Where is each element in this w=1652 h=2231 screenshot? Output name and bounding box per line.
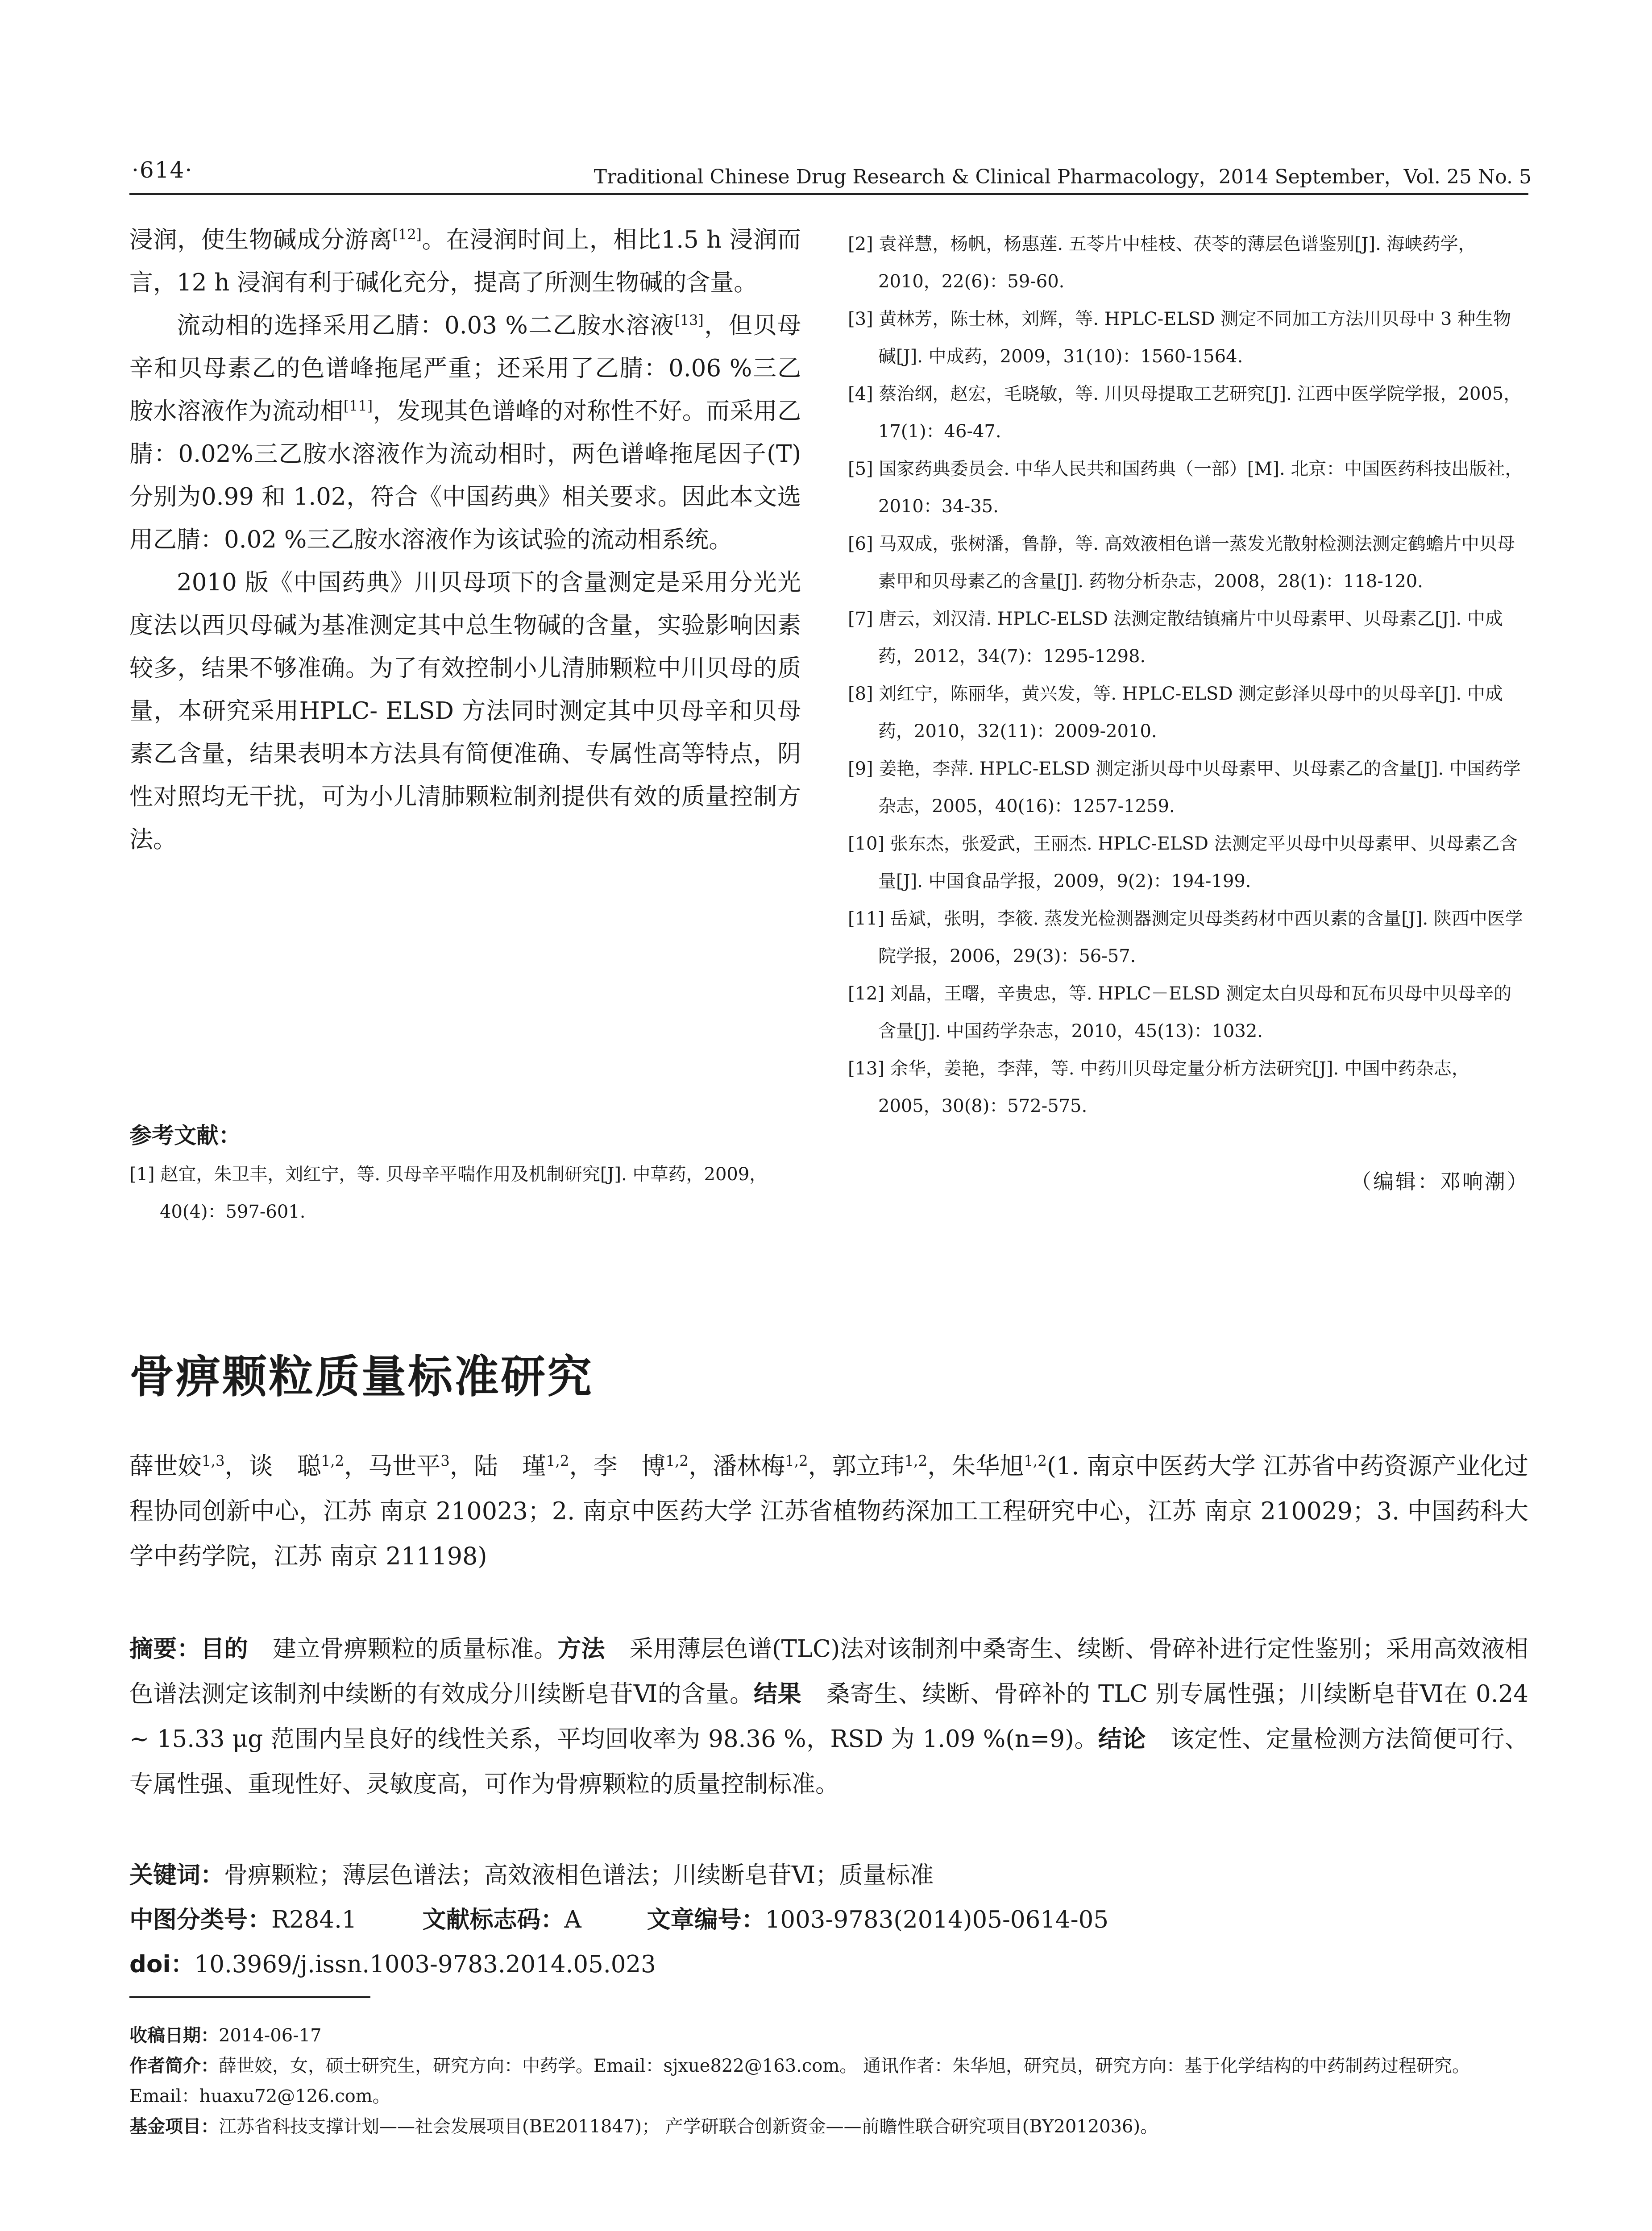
author-bio: [129, 2051, 1528, 2111]
citation: [11]: [343, 398, 373, 415]
header-rule: [129, 193, 1528, 195]
received-value: 2014-06-17: [219, 2025, 322, 2046]
author-affiliation-mark: 1,2: [546, 1452, 569, 1469]
author-separator: ，: [224, 1452, 249, 1480]
doc-code-value: A: [564, 1906, 581, 1933]
conclusion-text: 该定性、定量检测方法简便可行、专属性强、重现性好、灵敏度高，可作为骨痹颗粒的质量控制标准。: [129, 1725, 1529, 1798]
funding-text: 江苏省科技支撑计划——社会发展项目(BE2011847)； 产学研联合创新资金——前瞻性联合研究项目(BY2012036)。: [219, 2116, 1158, 2137]
doc-code: [423, 1901, 581, 1935]
reference-number: [11]: [848, 908, 885, 929]
author-separator: ，: [569, 1452, 594, 1480]
references-heading: 参考文献：: [129, 1123, 241, 1149]
bio-label: 作者简介：: [129, 2056, 219, 2076]
author-name: 谈 聪: [249, 1452, 321, 1480]
author-name: 郭立玮: [832, 1452, 905, 1480]
article-number: [647, 1901, 1108, 1935]
article-title: 骨痹颗粒质量标准研究: [129, 1351, 594, 1403]
text-run: 浸润，使生物碱成分游离: [129, 226, 393, 253]
text-run: ，但贝母辛和贝母素乙的色谱峰拖尾严重；还采用了乙腈：0.06 %三乙胺水溶液作为流动相: [129, 312, 801, 425]
author-name: 李 博: [593, 1452, 666, 1480]
reference-text: 国家药典委员会. 中华人民共和国药典（一部）[M]. 北京：中国医药科技出版社，2010：34-35.: [878, 459, 1523, 517]
received-label: 收稿日期：: [129, 2025, 219, 2046]
author-name: 潘林梅: [713, 1452, 785, 1480]
reference-number: [4]: [848, 384, 873, 404]
results-text: 桑寄生、续断、骨碎补的 TLC 别专属性强；川续断皂苷Ⅵ在 0.24 ~ 15.33 μg 范围内呈良好的线性关系，平均回收率为 98.36 %，RSD 为 1.09 %(n=9)。: [129, 1680, 1528, 1753]
author-separator: ，: [808, 1452, 832, 1480]
footnote-rule: [129, 1996, 370, 1998]
paragraph: 2010 版《中国药典》川贝母项下的含量测定是采用分光光度法以西贝母碱为基准测定其中总生物碱的含量，实验影响因素较多，结果不够准确。为了有效控制小儿清肺颗粒中川贝母的质量，本研究采用HPLC- ELSD 方法同时测定其中贝母辛和贝母素乙含量，结果表明本方法具有简便准确、专属性高等特点，阴性对照均无干扰，可为小儿清肺颗粒制剂提供有效的质量控制方法。: [129, 569, 801, 853]
keywords-label: 关键词：: [129, 1862, 224, 1889]
author-separator: ，: [689, 1452, 713, 1480]
reference-text: 赵宜，朱卫丰，刘红宁，等. 贝母辛平喘作用及机制研究[J]. 中草药，2009，40(4)：597-601.: [160, 1164, 768, 1222]
author-affiliation-mark: 3: [440, 1452, 450, 1469]
text-run: 流动相的选择采用乙腈：0.03 %二乙胺水溶液: [177, 312, 675, 339]
doi-label: doi：: [129, 1951, 195, 1978]
funding-label: 基金项目：: [129, 2116, 219, 2137]
page-number: ·614·: [132, 157, 193, 183]
reference-item: [848, 1050, 1528, 1125]
paragraph: [129, 219, 801, 304]
author-name: 薛世姣: [129, 1452, 202, 1480]
clc-value: R284.1: [271, 1906, 357, 1933]
author-name: 陆 瑾: [473, 1452, 546, 1480]
reference-item: [848, 300, 1528, 375]
keywords: [129, 1856, 934, 1890]
clc: [129, 1901, 357, 1935]
bio-text: 薛世姣，女，硕士研究生，研究方向：中药学。Email：sjxue822@163.com。 通讯作者：朱华旭，研究员，研究方向：基于化学结构的中药制药过程研究。Email：huaxu72@126.com。: [129, 2056, 1470, 2107]
reference-text: 岳斌，张明，李筱. 蒸发光检测器测定贝母类药材中西贝素的含量[J]. 陕西中医学院学报，2006，29(3)：56-57.: [878, 908, 1523, 966]
author-name: 朱华旭: [951, 1452, 1024, 1480]
article-number-value: 1003-9783(2014)05-0614-05: [765, 1906, 1109, 1933]
reference-item: [848, 975, 1528, 1050]
reference-item: [848, 225, 1528, 300]
reference-item: [129, 1156, 803, 1231]
keywords-text: 骨痹颗粒；薄层色谱法；高效液相色谱法；川续断皂苷Ⅵ；质量标准: [224, 1862, 934, 1889]
paragraph: [129, 304, 801, 561]
reference-item: [848, 900, 1528, 975]
journal-header: Traditional Chinese Drug Research & Clinical Pharmacology，2014 September，Vol. 25 No. 5: [594, 166, 1532, 188]
reference-number: [9]: [848, 759, 873, 779]
authors-block: [129, 1443, 1528, 1579]
doi-value: 10.3969/j.issn.1003-9783.2014.05.023: [194, 1951, 656, 1978]
objective-label: 目的: [200, 1635, 248, 1663]
citation: [13]: [674, 312, 704, 329]
conclusion-label: 结论: [1098, 1725, 1146, 1753]
reference-item: [848, 675, 1528, 750]
author-separator: ，: [449, 1452, 474, 1480]
affiliations: (1. 南京中医药大学 江苏省中药资源产业化过程协同创新中心，江苏 南京 210023；2. 南京中医药大学 江苏省植物药深加工工程研究中心，江苏 南京 210029；3. 中国药科大学中药学院，江苏 南京 211198): [129, 1452, 1529, 1570]
doc-code-label: 文献标志码：: [422, 1906, 565, 1933]
footnotes: [129, 2020, 1528, 2142]
author-affiliation-mark: 1,2: [321, 1452, 345, 1469]
author-separator: ，: [927, 1452, 952, 1480]
reference-number: [5]: [848, 459, 873, 479]
funding: [129, 2111, 1528, 2142]
reference-number: [7]: [848, 609, 873, 629]
reference-text: 马双成，张树潘，鲁静，等. 高效液相色谱一蒸发光散射检测法测定鹤蟾片中贝母素甲和贝母素乙的含量[J]. 药物分析杂志，2008，28(1)：118-120.: [878, 534, 1515, 592]
author-affiliation-mark: 1,3: [202, 1452, 225, 1469]
reference-text: 张东杰，张爱武，王丽杰. HPLC-ELSD 法测定平贝母中贝母素甲、贝母素乙含量[J]. 中国食品学报，2009，9(2)：194-199.: [878, 834, 1518, 892]
editor-note: （编辑：邓响潮）: [1351, 1169, 1529, 1194]
doi: [129, 1945, 656, 1979]
author-separator: ，: [344, 1452, 369, 1480]
author-name: 马世平: [368, 1452, 441, 1480]
objective-text: 建立骨痹颗粒的质量标准。: [272, 1635, 558, 1663]
reference-text: 唐云，刘汉清. HPLC-ELSD 法测定散结镇痛片中贝母素甲、贝母素乙[J]. 中成药，2012，34(7)：1295-1298.: [878, 609, 1503, 667]
reference-text: 姜艳，李萍. HPLC-ELSD 测定浙贝母中贝母素甲、贝母素乙的含量[J]. 中国药学杂志，2005，40(16)：1257-1259.: [878, 759, 1521, 817]
author-list: [129, 1452, 1047, 1480]
reference-list-left: [129, 1156, 803, 1231]
left-column: [129, 219, 801, 861]
reference-text: 蔡治纲，赵宏，毛晓敏，等. 川贝母提取工艺研究[J]. 江西中医学院学报，2005，17(1)：46-47.: [878, 384, 1522, 442]
methods-text: 采用薄层色谱(TLC)法对该制剂中桑寄生、续断、骨碎补进行定性鉴别；采用高效液相色谱法测定该制剂中续断的有效成分川续断皂苷Ⅵ的含量。: [129, 1635, 1529, 1708]
reference-text: 黄林芳，陈士林，刘辉，等. HPLC-ELSD 测定不同加工方法川贝母中 3 种生物碱[J]. 中成药，2009，31(10)：1560-1564.: [878, 309, 1511, 367]
reference-item: [848, 600, 1528, 675]
reference-number: [1]: [129, 1164, 155, 1185]
reference-number: [3]: [848, 309, 873, 329]
results-label: 结果: [753, 1680, 802, 1708]
reference-item: [848, 525, 1528, 600]
reference-item: [848, 825, 1528, 900]
clc-label: 中图分类号：: [129, 1906, 271, 1933]
received-date: [129, 2020, 1528, 2051]
article-number-label: 文章编号：: [647, 1906, 765, 1933]
reference-number: [2]: [848, 234, 873, 254]
reference-text: 刘晶，王曙，辛贵忠，等. HPLC－ELSD 测定太白贝母和瓦布贝母中贝母辛的含量[J]. 中国药学杂志，2010，45(13)：1032.: [878, 983, 1512, 1041]
reference-number: [10]: [848, 834, 885, 854]
reference-item: [848, 375, 1528, 450]
reference-number: [6]: [848, 534, 873, 554]
text-run: ，发现其色谱峰的对称性不好。而采用乙腈：0.02%三乙胺水溶液作为流动相时，两色谱峰拖尾因子(T)分别为0.99 和 1.02，符合《中国药典》相关要求。因此本文选用乙腈：0.02 %三乙胺水溶液作为该试验的流动相系统。: [129, 398, 801, 553]
abstract: [129, 1626, 1528, 1807]
reference-text: 袁祥慧，杨帆，杨惠莲. 五苓片中桂枝、茯苓的薄层色谱鉴别[J]. 海峡药学，2010，22(6)：59-60.: [878, 234, 1476, 292]
text-run: 。在浸润时间上，相比1.5 h 浸润而言，12 h 浸润有利于碱化充分，提高了所测生物碱的含量。: [129, 226, 801, 296]
reference-number: [8]: [848, 684, 873, 704]
reference-text: 刘红宁，陈丽华，黄兴发，等. HPLC-ELSD 测定彭泽贝母中的贝母辛[J]. 中成药，2010，32(11)：2009-2010.: [878, 684, 1503, 742]
author-affiliation-mark: 1,2: [665, 1452, 689, 1469]
author-affiliation-mark: 1,2: [1024, 1452, 1047, 1469]
reference-item: [848, 450, 1528, 525]
reference-number: [13]: [848, 1058, 885, 1079]
author-affiliation-mark: 1,2: [785, 1452, 808, 1469]
citation: [12]: [392, 226, 422, 243]
reference-text: 余华，姜艳，李萍，等. 中药川贝母定量分析方法研究[J]. 中国中药杂志，2005，30(8)：572-575.: [878, 1058, 1469, 1116]
reference-number: [12]: [848, 983, 885, 1004]
methods-label: 方法: [557, 1635, 605, 1663]
reference-item: [848, 750, 1528, 825]
abstract-label: 摘要：: [129, 1635, 201, 1663]
author-affiliation-mark: 1,2: [904, 1452, 928, 1469]
reference-list-right: [848, 225, 1528, 1125]
classification-row: [129, 1901, 1166, 1935]
